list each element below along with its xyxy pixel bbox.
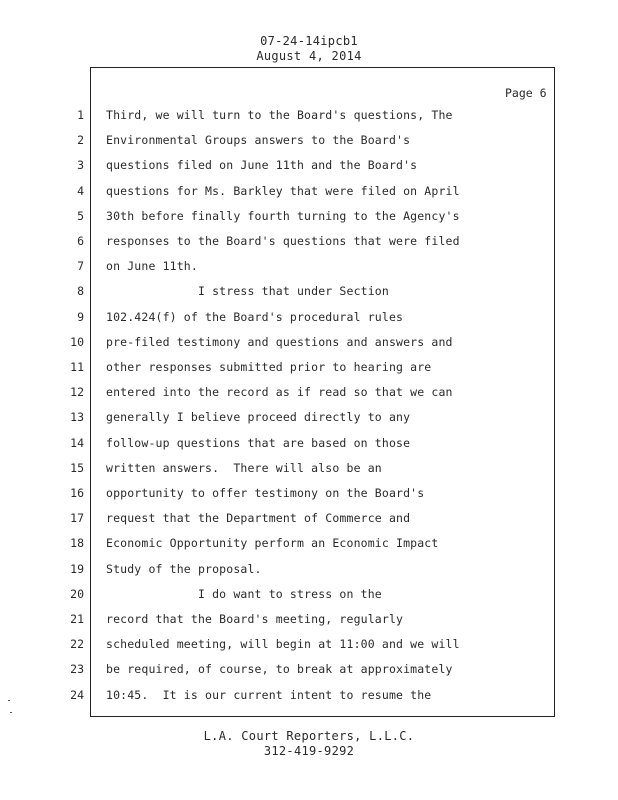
transcript-line: written answers. There will also be an [106,460,382,475]
transcript-line: record that the Board's meeting, regularly [106,612,404,626]
transcript-line: responses to the Board's questions that were filed [106,234,460,248]
transcript-line: Economic Opportunity perform an Economic Impact [106,536,439,551]
line-number: 20 [70,586,84,601]
scan-speck [10,712,12,713]
transcript-date: August 4, 2014 [256,49,362,63]
line-number: 4 [77,183,84,198]
court-reporter-phone: 312-419-9292 [263,744,355,758]
transcript-line: Environmental Groups answers to the Board's [106,133,411,148]
transcript-line: 30th before finally fourth turning to the Agency's [106,208,460,223]
line-number: 10 [70,334,84,349]
transcript-line: on June 11th. [106,259,198,274]
line-number: 3 [77,158,84,173]
line-number: 12 [70,385,84,400]
transcript-line: scheduled meeting, will begin at 11:00 and we will [106,637,460,652]
line-number: 18 [70,536,84,551]
line-number: 22 [70,637,84,652]
transcript-line: generally I believe proceed directly to any [106,410,411,425]
line-number: 17 [70,511,84,526]
scan-speck [8,700,10,701]
line-number: 24 [70,687,84,702]
transcript-line: entered into the record as if read so that we can [106,385,453,400]
transcript-line: questions for Ms. Barkley that were filed on April [106,183,460,198]
transcript-line: request that the Department of Commerce and [106,511,411,526]
line-number: 8 [77,284,84,299]
line-number: 6 [77,234,84,248]
line-number: 13 [70,410,84,425]
line-number: 21 [70,612,84,626]
transcript-line: opportunity to offer testimony on the Board's [106,486,425,500]
transcript-line: I do want to stress on the [106,586,382,601]
line-number: 16 [70,486,84,500]
transcript-line: pre-filed testimony and questions and answers and [106,334,453,349]
transcript-line: be required, of course, to break at approximately [106,662,453,677]
transcript-line: follow-up questions that are based on those [106,435,411,450]
line-number: 15 [70,460,84,475]
line-number: 9 [77,309,84,324]
transcript-line: Third, we will turn to the Board's questions, The [106,108,453,122]
line-number: 1 [77,108,84,122]
line-number: 2 [77,133,84,148]
transcript-line: I stress that under Section [106,284,389,299]
transcript-line: questions filed on June 11th and the Board's [106,158,418,173]
line-number: 14 [70,435,84,450]
line-number: 23 [70,662,84,677]
page-number: Page 6 [505,86,547,100]
page-header [0,34,618,64]
line-number: 5 [77,208,84,223]
transcript-line: 102.424(f) of the Board's procedural rules [106,309,404,324]
court-reporter-name: L.A. Court Reporters, L.L.C. [203,729,415,743]
transcript-file-id: 07-24-14ipcb1 [260,34,358,48]
transcript-line: Study of the proposal. [106,561,262,576]
transcript-line: other responses submitted prior to hearing are [106,360,432,374]
line-number: 7 [77,259,84,274]
line-number: 11 [70,360,84,374]
transcript-line: 10:45. It is our current intent to resume the [106,687,432,702]
line-number: 19 [70,561,84,576]
page-footer [0,729,618,759]
